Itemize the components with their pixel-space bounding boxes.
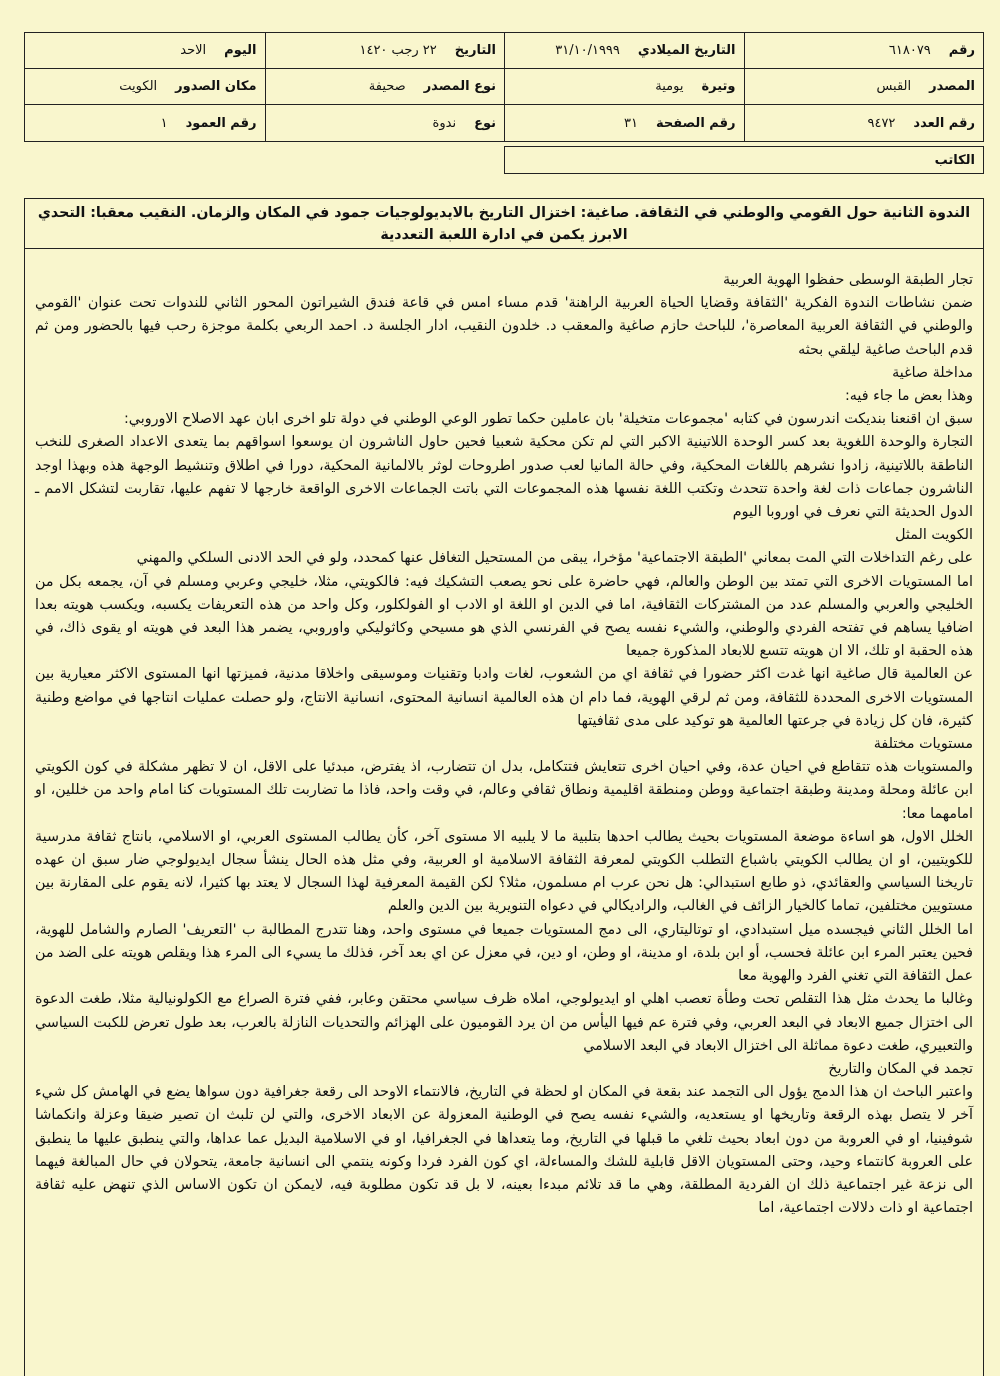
author-label: الكاتب <box>934 152 975 168</box>
hijri-date-cell <box>265 33 505 68</box>
day-cell <box>25 33 265 68</box>
source-label: المصدر <box>929 79 975 94</box>
issue-number-value: ٩٤٧٢ <box>867 116 896 131</box>
body-paragraph: وغالبا ما يحدث مثل هذا التقلص تحت وطأة تعصب اهلي او ايديولوجي، املاه ظرف سياسي محتقن وعابر، ففي فترة الصراع مع الكولونيالية مثلا، طغت الدعوة الى اختزال جميع الابعاد في البعد العربي، وفي فترة عم فيها اليأس من ان يرد القوميون على الهزائم والتحديات النازلة بالعرب، بعد طول تعرض للكبت السياسي والتعبيري، طغت دعوة مماثلة الى اختزال الابعاد في البعد الاسلامي <box>35 991 973 1054</box>
day-label: اليوم <box>224 43 257 58</box>
source-cell <box>744 69 984 104</box>
frequency-cell <box>504 69 744 104</box>
gregorian-date-cell <box>504 33 744 68</box>
intro-paragraph: ضمن نشاطات الندوة الفكرية 'الثقافة وقضايا الحياة العربية الراهنة' قدم مساء امس في قاعة فندق الشيراتون المحور الثاني للندوات تحت عنوان 'القومي والوطني في الثقافة العربية المعاصرة'، للباحث حازم صاغية والمعقب د. خلدون النقيب، ادار الجلسة د. احمد الربعي بكلمة موجزة رحب فيها بالحضور ومن ثم قدم الباحث صاغية ليلقي بحثه <box>35 295 973 358</box>
frequency-label: وتيرة <box>701 79 736 94</box>
column-number-label: رقم العمود <box>185 116 257 131</box>
frequency-value: يومية <box>655 79 684 94</box>
source-type-cell <box>265 69 505 104</box>
type-label: نوع <box>474 116 496 131</box>
body-paragraph: التجارة والوحدة اللغوية بعد كسر الوحدة اللاتينية الاكبر التي لم تكن محكية شعبيا فحين حاول الناشرون ان يوسعوا اسواقهم بما يتعدى الاعداد الصغرى للنخب الناطقة باللاتينية، زادوا نشرهم باللغات المحكية، وفي حالة المانيا لعب صدور اطروحات لوثر بالالمانية المحكية، دورا في اطلاق وتنشيط الوجهة هذه وبهذا اوجد الناشرون جماعات ذات لغة واحدة تتحدث وتكتب اللغة نفسها هذه المجموعات التي باتت الجماعات الاخرى الواقعة خارجها لا تفهم عليها، تقاربت لتشكل الامم ـ الدول الحديثة التي نعرف في اوروبا اليوم <box>35 434 973 521</box>
body-paragraph: والمستويات هذه تتقاطع في احيان عدة، وفي احيان اخرى تتعايش فتتكامل، بدل ان تتضارب، اذ يفترض، مبدئيا على الاقل، ان لا تظهر مشكلة في كون الكويتي ابن عائلة ومحلة ومدينة وطبقة اجتماعية ووطن ومنطقة اقليمية ونطاق ثقافي وعالم، في وقت واحد، فاذا ما تضاربت تلك المستويات كنا امام واحد من خللين، او امامهما معا: <box>35 759 973 822</box>
body-paragraph: سبق ان اقنعنا بنديكت اندرسون في كتابه 'مجموعات متخيلة' بان عاملين حكما تطور الوعي الوطني في دولة تلو اخرى ابان عهد الاصلاح الاوروبي: <box>123 411 973 428</box>
article-headline: الندوة الثانية حول القومي والوطني في الثقافة. صاغية: اختزال التاريخ بالايديولوجيات جمود في المكان والزمان. النقيب معقبا: التحدي الابرز يكمن في ادارة اللعبة التعددية <box>24 198 984 248</box>
article-body <box>24 248 984 1376</box>
issue-number-label: رقم العدد <box>913 116 975 131</box>
source-type-value: صحيفة <box>368 79 406 94</box>
body-paragraph: اما المستويات الاخرى التي تمتد بين الوطن والعالم، فهي حاضرة على نحو يصعب التشكيك فيه: فالكويتي، مثلا، خليجي وعربي ومسلم في آن، يجمعه بكل من الخليجي والعربي والمسلم عدد من المشتركات الثقافية، اما في الدين او اللغة او الادب او الفولكلور، وكل واحد من هذه التعريفات يكسبه، ويكسب هويته بعدا اضافيا يساهم في تفتحه الفردي والوطني، والشيء نفسه يصح في الفرنسي الذي هو مسيحي وكاثوليكي واوروبي، يضمر هذا البعد في هويته او يقوى ذاك، في هذه الحقبة او تلك، الا ان هويته تتسع للابعاد المذكورة جميعا <box>35 573 973 660</box>
body-paragraph: عن العالمية قال صاغية انها غدت اكثر حضورا في ثقافة اي من الشعوب، لغات وادبا وتقنيات وموسيقى واخلاقا مدنية، فميزتها انها المستوى الاكثر معيارية بين المستويات الاخرى المحددة للثقافة، ومن ثم لرقي الهوية، فما دام ان هذه العالمية انسانية المحتوى، انسانية الانتاج، ولو حصلت عمليات انتاجها في مواضع وطنية كثيرة، فان كل زيادة في جرعتها العالمية هو توكيد على مدى ثقافيتها <box>35 666 973 729</box>
body-paragraph: على رغم التداخلات التي المت بمعاني 'الطبقة الاجتماعية' مؤخرا، يبقى من المستحيل التغافل عنها كمحدد، ولو في الحد الادنى السلكي والمهني <box>136 550 973 567</box>
metadata-row <box>25 69 983 105</box>
issue-number-cell <box>744 105 984 142</box>
page-number-label: رقم الصفحة <box>656 116 736 131</box>
type-cell <box>265 105 505 142</box>
record-number-label: رقم <box>948 43 975 58</box>
type-value: ندوة <box>432 116 457 131</box>
subheading-saghieh: مداخلة صاغية <box>892 364 973 381</box>
metadata-row <box>25 105 983 142</box>
column-number-value: ١ <box>160 116 168 131</box>
hijri-date-value: ٢٢ رجب ١٤٢٠ <box>359 43 437 58</box>
hijri-date-label: التاريخ <box>454 43 496 58</box>
author-row <box>24 146 984 174</box>
record-number-value: ٦١٨٠٧٩ <box>888 43 931 58</box>
record-number-cell <box>744 33 984 68</box>
page-number-cell <box>504 105 744 142</box>
body-paragraph: اما الخلل الثاني فيجسده ميل استبدادي، او توتاليتاري، الى دمج المستويات جميعا في مستوى واحد، وهنا تتدرج المطالبة ب 'التعريف' الصارم والشامل للهوية، فحين يعتبر المرء ابن عائلة فحسب، أو ابن بلدة، او مدينة، او وطن، او دين، في معزل عن اي بعد آخر، فذلك ما يسيء الى المرء هذا ويقلص هويته على الضد من عمل الثقافة التي تغني الفرد والهوية معا <box>35 921 973 985</box>
source-value: القبس <box>876 79 912 94</box>
source-type-label: نوع المصدر <box>423 79 496 94</box>
subheading-kuwait: الكويت المثل <box>895 527 973 544</box>
author-spacer <box>24 146 504 174</box>
body-paragraph: وهذا بعض ما جاء فيه: <box>844 388 973 405</box>
column-number-cell <box>25 105 265 142</box>
gregorian-date-value: ٣١/١٠/١٩٩٩ <box>555 43 620 58</box>
metadata-table <box>24 32 984 142</box>
author-cell <box>504 146 984 174</box>
subheading-levels: مستويات مختلفة <box>873 736 973 753</box>
subheading-middle-class: تجار الطبقة الوسطى حفظوا الهوية العربية <box>723 272 973 288</box>
subheading-stagnation: تجمد في المكان والتاريخ <box>828 1060 973 1077</box>
page-number-value: ٣١ <box>624 116 639 131</box>
body-paragraph: واعتبر الباحث ان هذا الدمج يؤول الى التجمد عند بقعة في المكان او لحظة في التاريخ، فالانتماء الاوحد الى رقعة جغرافية دون سواها يضع في الهامش كل شيء آخر لا يتصل بهذه الرقعة وتاريخها او يستعديه، والشيء نفسه يصح في الوطنية المعزولة عن الابعاد الاخرى، والتي لن تلبث ان تصير ضيقا وعزلة وانكماشا شوفينيا، او في العروبة من دون ابعاد بحيث تلغي ما قبلها في التاريخ، وما يتعداها في الجغرافيا، او في الاسلامية البديل عما عداها، والتي ينطبق عليها ما ينطبق على العروبة كانتماء وحيد، وحتى المستويان الاقل قابلية للشك والمساءلة، اي كون الفرد فردا وكونه ينتمي الى انسانية جامعة، يتحولان في حال المبالغة فيهما الى نزعة غير اجتماعية ذلك ان الفردية المطلقة، وهي ما قد تلائم مبدءا بعينه، لا بل قد تكون مطلوبة فيه، لايمكن ان تكون الاساس الذي تنهض عليه ثقافة اجتماعية او ذات دلالات اجتماعية، اما <box>35 1084 973 1217</box>
day-value: الاحد <box>180 43 207 58</box>
publication-place-value: الكويت <box>119 79 158 94</box>
publication-place-cell <box>25 69 265 104</box>
gregorian-date-label: التاريخ الميلادي <box>637 43 736 58</box>
metadata-row <box>25 33 983 69</box>
body-paragraph: الخلل الاول، هو اساءة موضعة المستويات بحيث يطالب احدها بتلبية ما لا يلبيه الا مستوى آخر، كأن يطالب المستوى العربي، او الاسلامي، بانتاج ثقافة مدرسية للكويتيين، او ان يطالب الكويتي باشباع التطلب الكويتي لمعرفة الثقافة الاسلامية او العربية، وفي مثل هذه الحال ينشأ سجال ايديولوجي ضار سبق ان عهده تاريخنا السياسي والعقائدي، ذو طابع استبدالي: هل نحن عرب ام مسلمون، مثلا؟ لكن القيمة المعرفية لهذا السجال لا يعتد بها كثيرا، لانه يقوم على المقارنة بين مستويين مختلفين، تماما كالخيار الزائف في الغالب، والراديكالي في دعواه التنويرية بين الدين والعلم <box>35 828 973 915</box>
publication-place-label: مكان الصدور <box>175 79 257 94</box>
